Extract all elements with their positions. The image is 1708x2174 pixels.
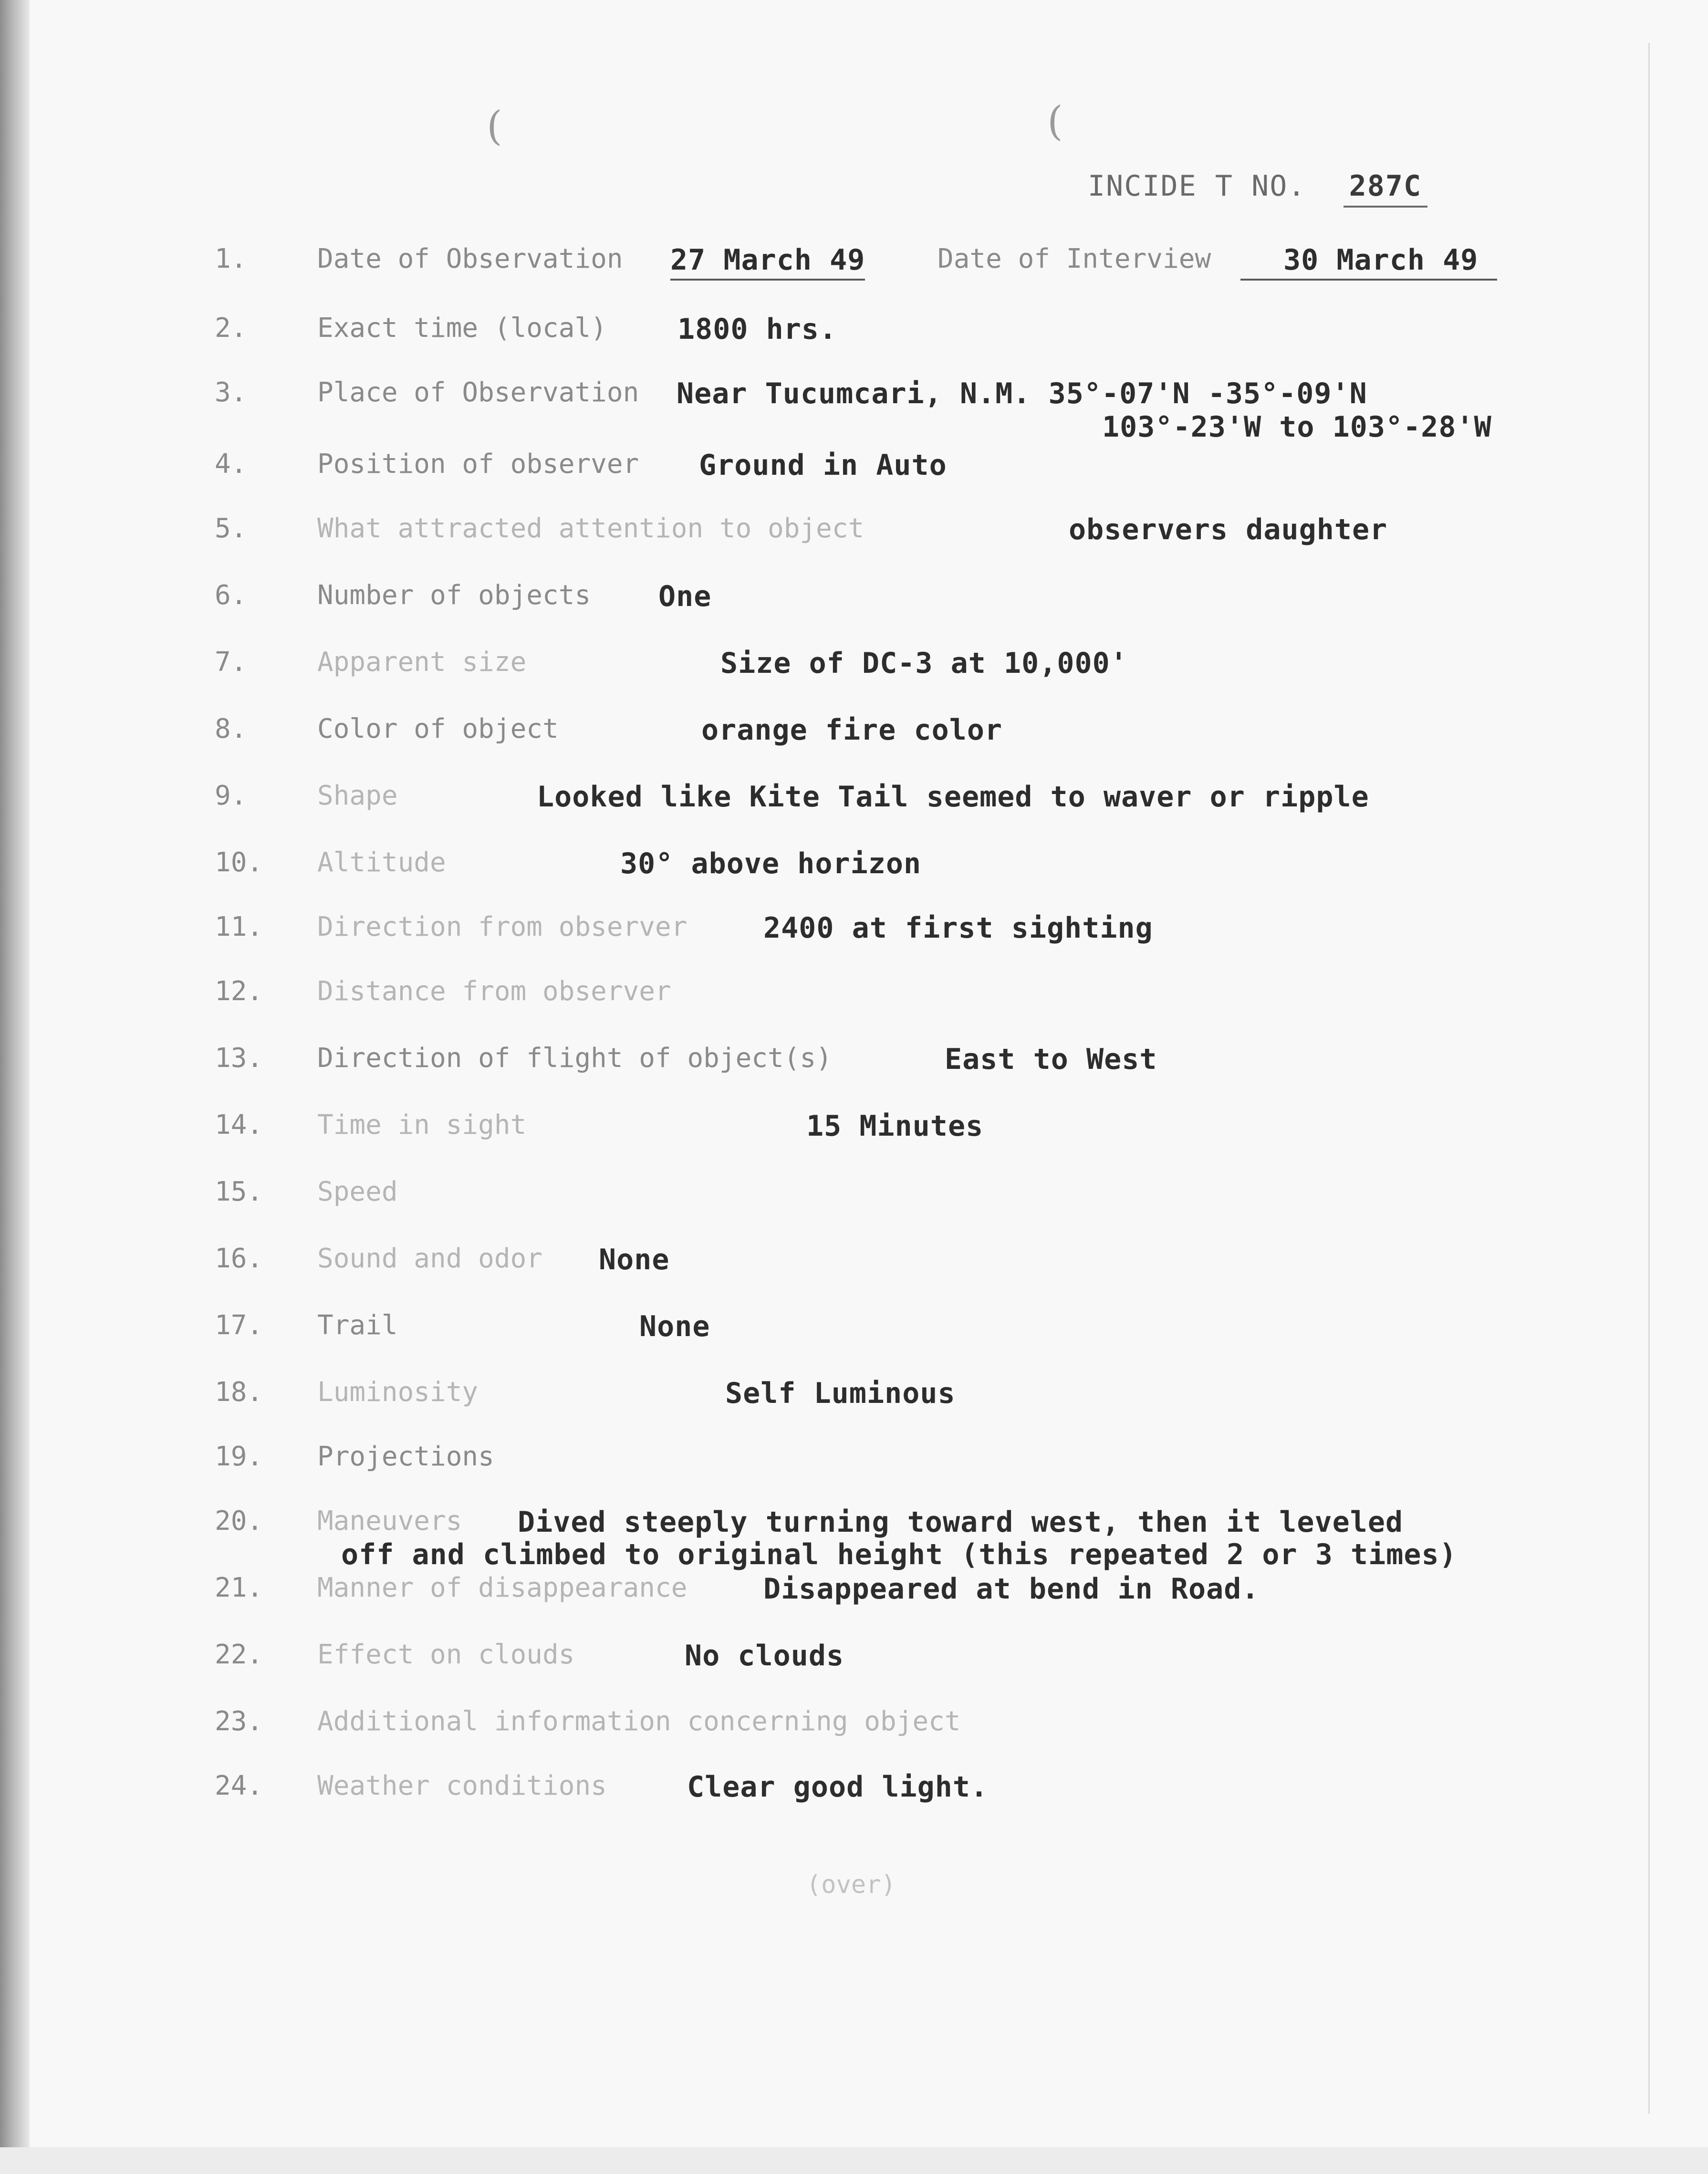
form-row-11 (0, 911, 1622, 950)
form-row-8 (0, 713, 1622, 752)
date-of-interview-value: 30 March 49 (1240, 243, 1497, 281)
row-number: 12. (215, 976, 263, 1007)
incident-number-header (1088, 169, 1427, 208)
form-row-13 (0, 1043, 1622, 1081)
form-row-10 (0, 847, 1622, 885)
field-value: Size of DC-3 at 10,000' (720, 647, 1128, 680)
field-label: Additional information concerning object (317, 1706, 961, 1737)
form-row-16 (0, 1243, 1622, 1281)
form-row-14 (0, 1109, 1622, 1148)
form-row-9 (0, 780, 1622, 818)
incident-number: 287C (1343, 169, 1428, 208)
field-value: 1800 hrs. (677, 313, 837, 346)
form-row-3 (0, 377, 1622, 453)
row-number: 5. (215, 513, 247, 544)
field-value-line-2: 103°-23'W to 103°-28'W (1102, 410, 1492, 444)
row-number: 15. (215, 1176, 263, 1207)
row-number: 21. (215, 1572, 263, 1603)
form-row-23 (0, 1706, 1622, 1744)
field-value: Looked like Kite Tail seemed to waver or ripple (537, 780, 1369, 814)
form-row-2 (0, 313, 1622, 351)
form-row-6 (0, 580, 1622, 618)
field-label: Direction of flight of object(s) (317, 1043, 832, 1074)
form-row-24 (0, 1770, 1622, 1808)
field-label: Luminosity (317, 1377, 479, 1408)
field-label: Time in sight (317, 1109, 527, 1140)
field-value: Dived steeply turning toward west, then it leveled (518, 1505, 1404, 1539)
row-number: 2. (215, 313, 247, 344)
form-row-21 (0, 1572, 1622, 1610)
row-number: 10. (215, 847, 263, 878)
row-number: 17. (215, 1310, 263, 1341)
field-value: 2400 at first sighting (763, 911, 1153, 945)
row-number: 22. (215, 1639, 263, 1670)
field-value: One (658, 580, 712, 613)
row-number: 1. (215, 243, 247, 274)
row-number: 4. (215, 449, 247, 480)
row-number: 11. (215, 911, 263, 942)
field-label: Shape (317, 780, 398, 811)
field-label: Weather conditions (317, 1770, 607, 1801)
field-value: Near Tucumcari, N.M. 35°-07'N -35°-09'N (677, 377, 1367, 410)
field-value: East to West (945, 1043, 1157, 1076)
field-value: Self Luminous (725, 1377, 956, 1410)
field-value: 30° above horizon (620, 847, 922, 880)
form-row-7 (0, 647, 1622, 685)
field-value: Disappeared at bend in Road. (763, 1572, 1260, 1606)
field-label: Manner of disappearance (317, 1572, 687, 1603)
field-label: Date of Observation (317, 243, 623, 274)
field-label: Apparent size (317, 647, 527, 678)
row-number: 18. (215, 1377, 263, 1408)
field-label: Number of objects (317, 580, 591, 611)
field-label: Distance from observer (317, 976, 671, 1007)
field-label: Sound and odor (317, 1243, 543, 1274)
field-label: Effect on clouds (317, 1639, 575, 1670)
field-label: Projections (317, 1441, 494, 1472)
field-value: Ground in Auto (699, 449, 947, 482)
form-row-17 (0, 1310, 1622, 1348)
field-value: None (599, 1243, 670, 1276)
punch-mark-right: ( (1047, 98, 1063, 145)
form-row-12 (0, 976, 1622, 1014)
incident-label: INCIDE T NO. (1088, 169, 1306, 203)
row-number: 23. (215, 1706, 263, 1737)
field-label: Exact time (local) (317, 313, 607, 344)
field-value: 15 Minutes (806, 1109, 984, 1143)
over-note: (over) (806, 1871, 896, 1899)
row-number: 20. (215, 1505, 263, 1536)
form-row-5 (0, 513, 1622, 551)
field-label-2: Date of Interview (937, 243, 1211, 274)
row-number: 19. (215, 1441, 263, 1472)
date-of-observation-value: 27 March 49 (670, 243, 865, 281)
field-value-line-2: off and climbed to original height (this repeated 2 or 3 times) (341, 1538, 1457, 1571)
row-number: 6. (215, 580, 247, 611)
field-label: Direction from observer (317, 911, 687, 942)
field-label: What attracted attention to object (317, 513, 864, 544)
row-number: 9. (215, 780, 247, 811)
field-value: Clear good light. (687, 1770, 989, 1804)
field-value: No clouds (685, 1639, 844, 1672)
field-label: Trail (317, 1310, 398, 1341)
row-number: 16. (215, 1243, 263, 1274)
row-number: 8. (215, 713, 247, 744)
field-label: Position of observer (317, 449, 639, 480)
scan-right-line (1648, 43, 1650, 2114)
field-value: None (639, 1310, 710, 1343)
form-row-22 (0, 1639, 1622, 1677)
row-number: 3. (215, 377, 247, 408)
scan-bottom-edge (0, 2147, 1708, 2174)
field-label: Maneuvers (317, 1505, 462, 1536)
form-row-19 (0, 1441, 1622, 1479)
row-number: 13. (215, 1043, 263, 1074)
row-number: 7. (215, 647, 247, 678)
field-label: Speed (317, 1176, 398, 1207)
form-row-1 (0, 243, 1622, 282)
form-row-4 (0, 449, 1622, 487)
field-label: Place of Observation (317, 377, 639, 408)
form-row-18 (0, 1377, 1622, 1415)
field-value: observers daughter (1069, 513, 1388, 546)
form-row-20 (0, 1505, 1622, 1582)
field-label: Altitude (317, 847, 446, 878)
punch-mark-left: ( (487, 103, 502, 149)
form-row-15 (0, 1176, 1622, 1214)
field-label: Color of object (317, 713, 559, 744)
row-number: 24. (215, 1770, 263, 1801)
row-number: 14. (215, 1109, 263, 1140)
field-value: orange fire color (701, 713, 1003, 747)
